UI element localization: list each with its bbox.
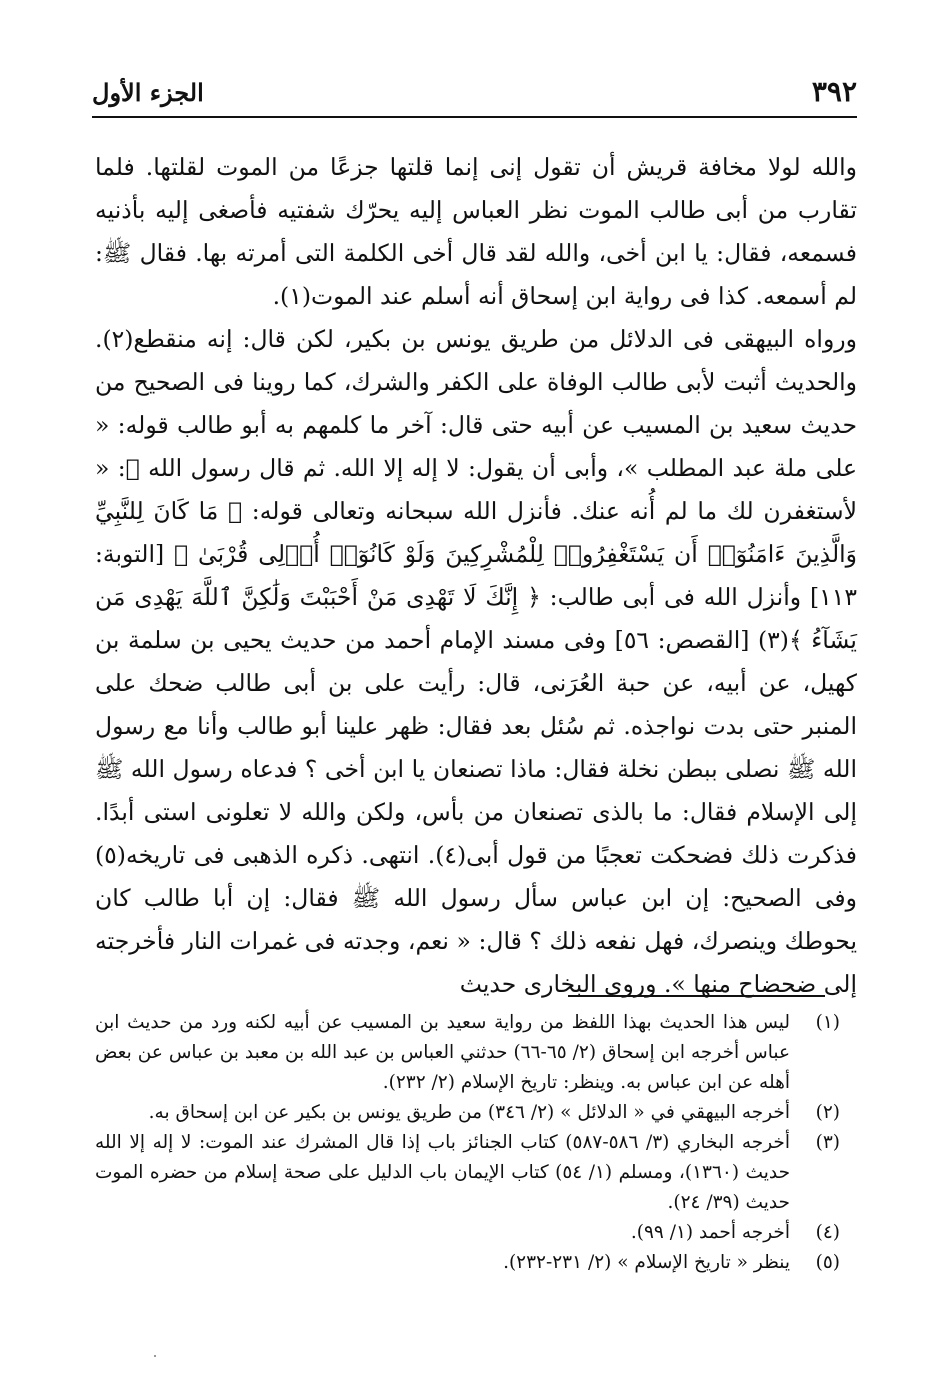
footnote-number: (٥) xyxy=(815,1252,840,1273)
footnote xyxy=(95,1098,840,1128)
footnote-text: أخرجه أحمد (١/ ٩٩). xyxy=(630,1222,790,1243)
paragraph: والله لولا مخافة قريش أن تقول إنى إنما قلتها جزعًا من الموت لقلتها. فلما تقارب من أبى طالب الموت نظر العباس إليه يحرّك شفتيه فأصغى إليه بأذنيه فسمعه، فقال: يا ابن أخى، والله لقد قال أخى الكلمة التى أمرته بها. فقال ﷺ: لم أسمعه. كذا فى رواية ابن إسحاق أنه أسلم عند الموت(١). xyxy=(95,153,857,310)
footnote-text: ليس هذا الحديث بهذا اللفظ من رواية سعيد بن المسيب عن أبيه لكنه ورد من حديث ابن عباس أخرجه ابن إسحاق (٢/ ٦٥-٦٦) حدثني العباس بن عبد الله بن معبد بن عباس عن بعض أهله عن ابن عباس به. وينظر: تاريخ الإسلام (٢/ ٢٣٢). xyxy=(95,1012,790,1093)
footnote xyxy=(95,1218,840,1248)
footnote xyxy=(95,1248,840,1278)
main-text xyxy=(95,146,857,998)
footnote-separator xyxy=(568,995,825,997)
footnote-number: (١) xyxy=(815,1012,840,1033)
footnote-number: (٢) xyxy=(815,1102,840,1123)
scan-speck xyxy=(154,1355,156,1357)
footnote xyxy=(95,1128,840,1218)
footnotes xyxy=(95,1008,840,1278)
footnote-number: (٣) xyxy=(815,1132,840,1153)
footnote xyxy=(95,1008,840,1098)
footnote-text: ينظر « تاريخ الإسلام » (٢/ ٢٣١-٢٣٢). xyxy=(503,1252,790,1273)
page-number: ٣٩٢ xyxy=(811,75,857,108)
part-title: الجزء الأول xyxy=(92,78,204,107)
paragraph: ورواه البيهقى فى الدلائل من طريق يونس بن بكير، لكن قال: إنه منقطع(٢). والحديث أثبت لأبى طالب الوفاة على الكفر والشرك، كما روينا فى الصحيح من حديث سعيد بن المسيب عن أبيه حتى قال: آخر ما كلمهم به أبو طالب قوله: « على ملة عبد المطلب »، وأبى أن يقول: لا إله إلا الله. ثم قال رسول الله ﷺ: « لأستغفرن لك ما لم أُنه عنك. فأنزل الله سبحانه وتعالى قوله: ﴿ مَا كَانَ لِلنَّبِيِّ وَالَّذِينَ ءَامَنُوٓا۟ أَن يَسْتَغْفِرُوا۟ لِلْمُشْرِكِينَ وَلَوْ كَانُوٓا۟ أُو۟لِى قُرْبَىٰ ﴾ [التوبة: ١١٣] وأنزل الله فى أبى طالب: ﴿ إِنَّكَ لَا تَهْدِى مَنْ أَحْبَبْتَ وَلَٰكِنَّ ٱللَّهَ يَهْدِى مَن يَشَآءُ ﴾(٣) [القصص: ٥٦] وفى مسند الإمام أحمد من حديث يحيى بن سلمة بن كهيل، عن أبيه، عن حبة العُرَنى، قال: رأيت على بن أبى طالب ضحك على المنبر حتى بدت نواجذه. ثم سُئل بعد فقال: ظهر علينا أبو طالب وأنا مع رسول الله ﷺ نصلى ببطن نخلة فقال: ماذا تصنعان يا ابن أخى ؟ فدعاه رسول الله ﷺ إلى الإسلام فقال: ما بالذى تصنعان من بأس، ولكن والله لا تعلونى استى أبدًا. فذكرت ذلك فضحكت تعجبًا من قول أبى(٤). انتهى. ذكره الذهبى فى تاريخه(٥) وفى الصحيح: إن ابن عباس سأل رسول الله ﷺ فقال: إن أبا طالب كان يحوطك وينصرك، فهل نفعه ذلك ؟ قال: « نعم، وجدته فى غمرات النار فأخرجته إلى ضحضاح منها ». وروى البخارى حديث xyxy=(95,325,857,998)
footnote-text: أخرجه البخاري (٣/ ٥٨٦-٥٨٧) كتاب الجنائز باب إذا قال المشرك عند الموت: لا إله إلا الله حديث (١٣٦٠)، ومسلم (١/ ٥٤) كتاب الإيمان باب الدليل على صحة إسلام من حضره الموت حديث (٣٩/ ٢٤). xyxy=(95,1132,791,1213)
page-header xyxy=(92,72,857,118)
footnote-text: أخرجه البيهقي في « الدلائل » (٢/ ٣٤٦) من طريق يونس بن بكير عن ابن إسحاق به. xyxy=(148,1102,790,1123)
footnote-number: (٤) xyxy=(815,1222,840,1243)
